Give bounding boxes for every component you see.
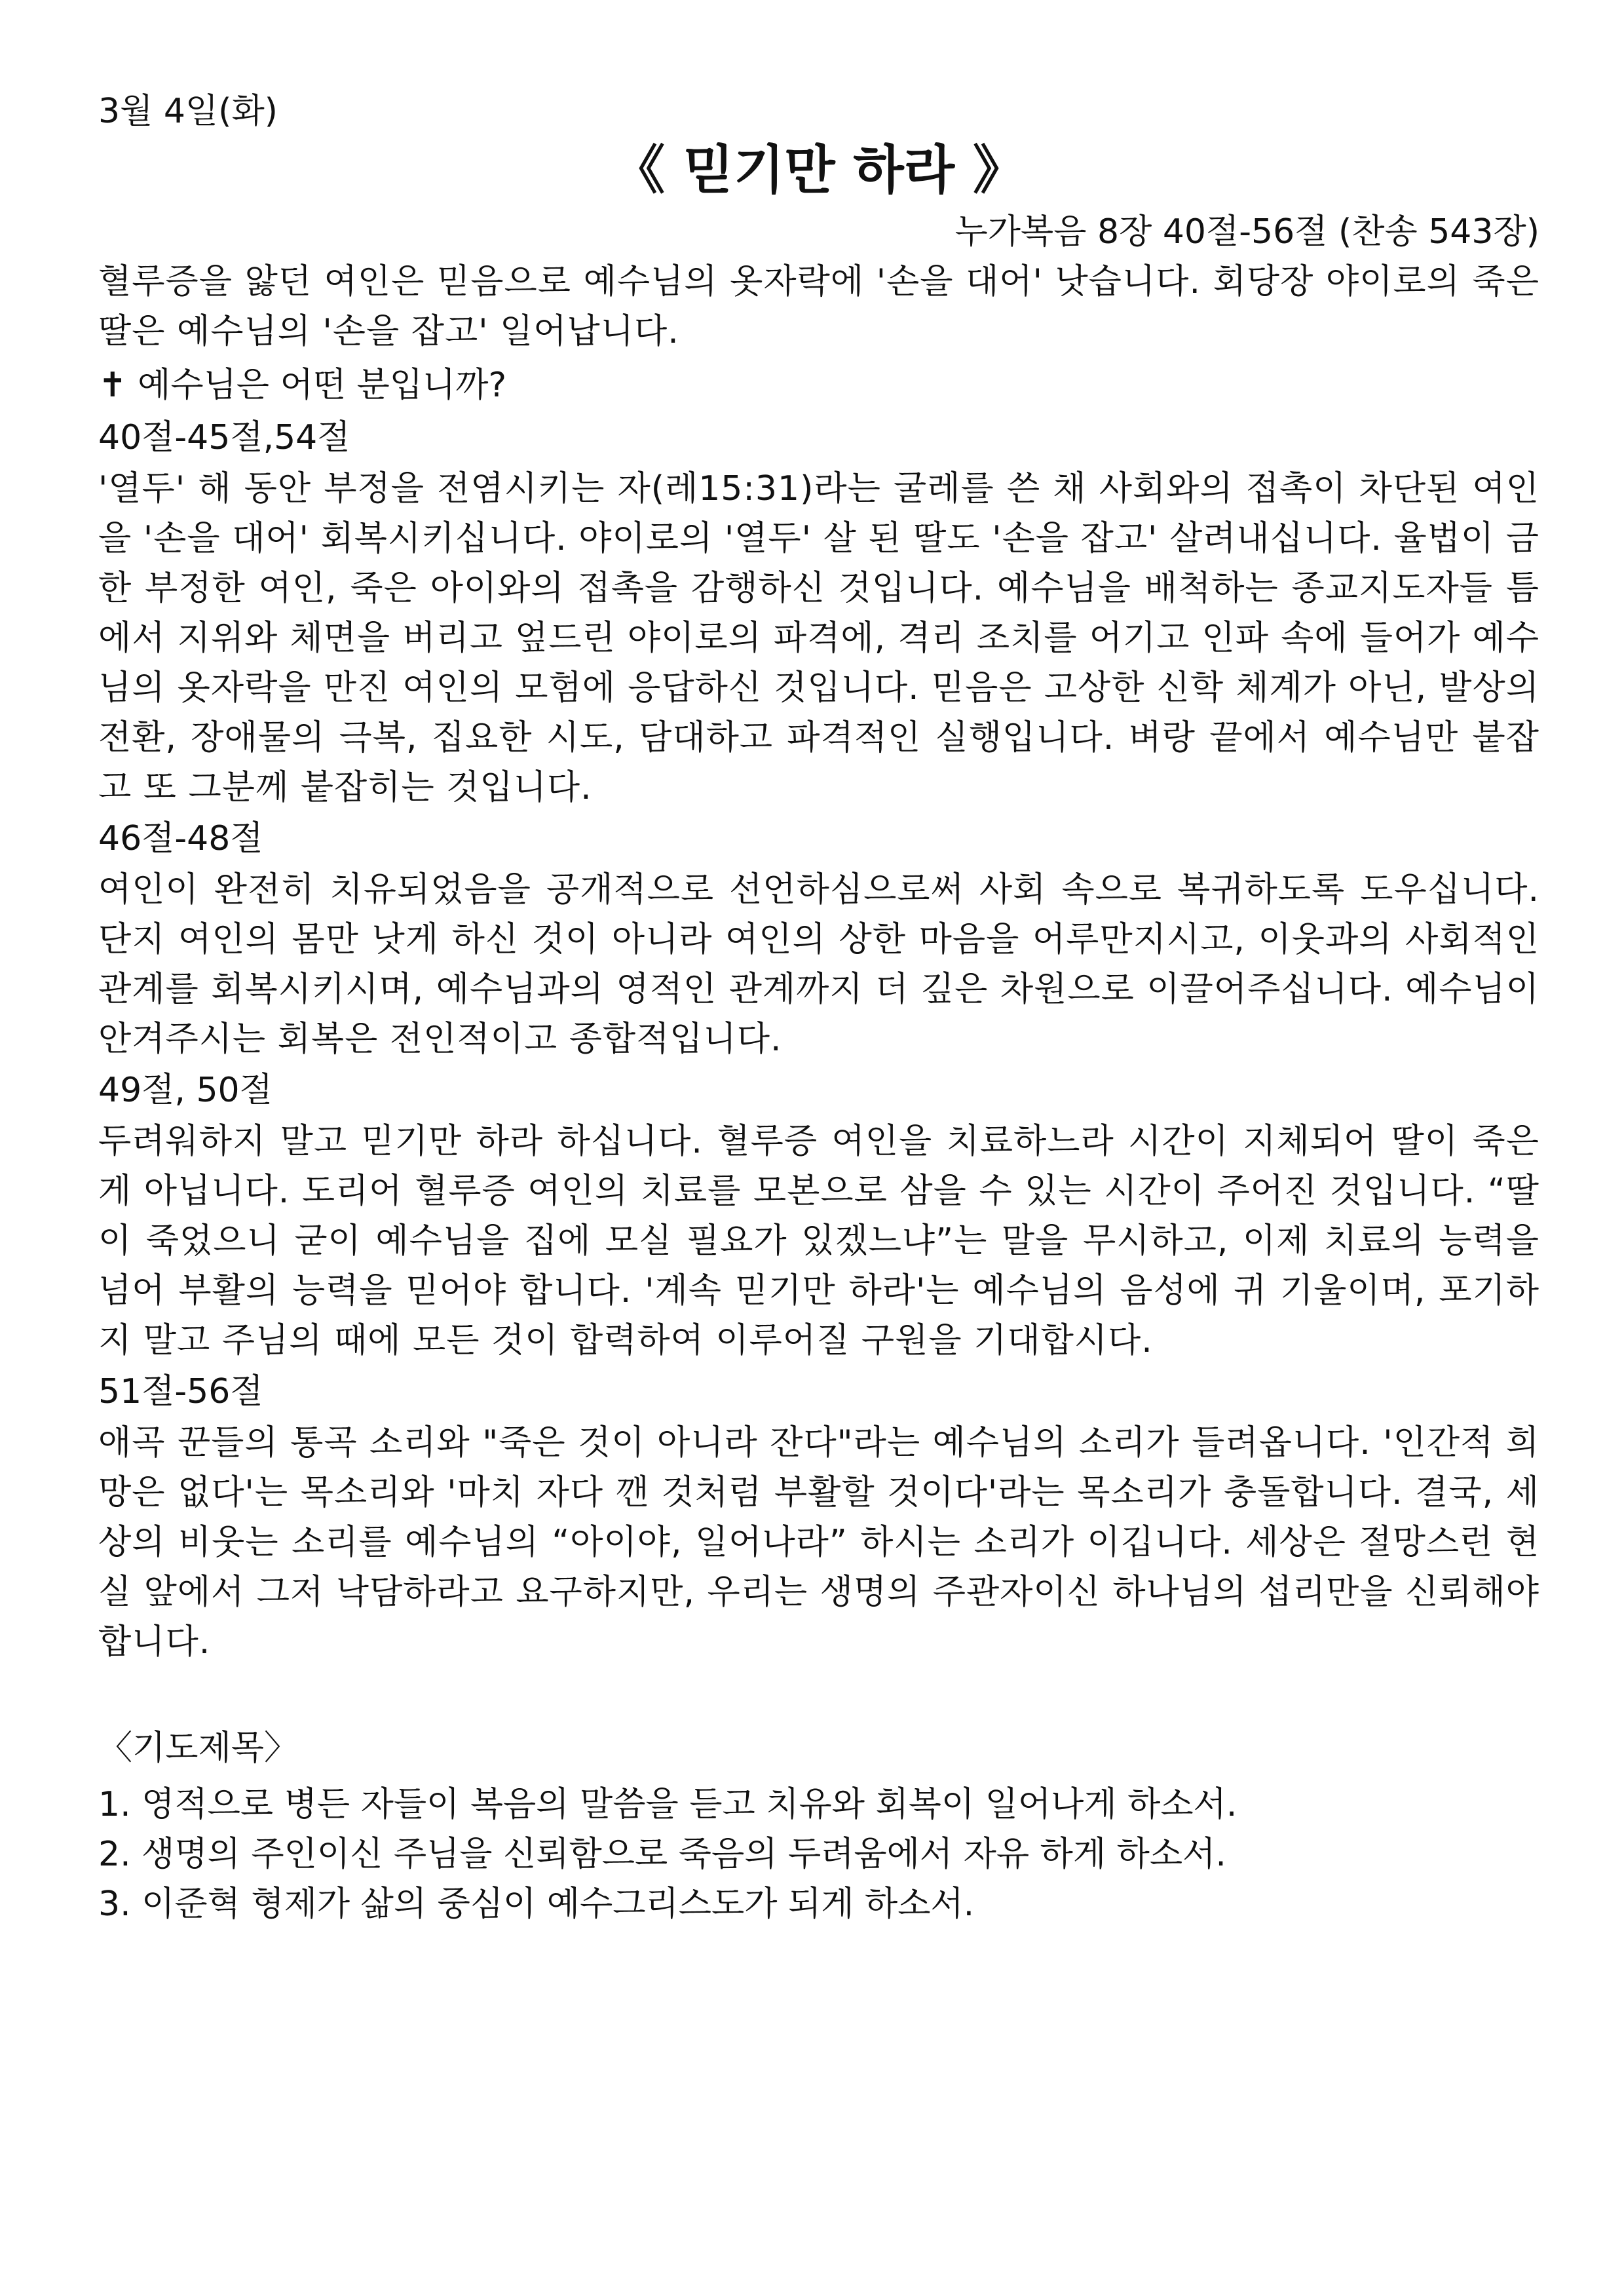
section-3: [98, 1064, 1539, 1366]
cross-icon: ✝: [98, 366, 127, 405]
section-verse: 46절-48절: [98, 819, 263, 858]
page-title: 《 믿기만 하라 》: [613, 140, 1025, 201]
prayer-heading: 〈기도제목〉: [98, 1729, 298, 1768]
prayer-item: 3. 이준혁 형제가 삶의 중심이 예수그리스도가 되게 하소서.: [98, 1885, 975, 1924]
question-text: 예수님은 어떤 분입니까?: [138, 366, 507, 405]
section-2: [98, 813, 1539, 1064]
section-text: 두려워하지 말고 믿기만 하라 하십니다. 혈루증 여인을 치료하느라 시간이 지체되어 딸이 죽은 게 아닙니다. 도리어 혈루증 여인의 치료를 모본으로 삼을 수 있는 시간이 주어진 것입니다. “딸이 죽었으니 굳이 예수님을 집에 모실 필요가 있겠느냐”는 말을 무시하고, 이제 치료의 능력을 넘어 부활의 능력을 믿어야 합니다. '계속 믿기만 하라'는 예수님의 음성에 귀 기울이며, 포기하지 말고 주님의 때에 모든 것이 합력하여 이루어질 구원을 기대합시다.: [98, 1122, 1539, 1360]
section-verse: 40절-45절,54절: [98, 418, 350, 457]
devotional-page: [98, 85, 1539, 1929]
section-text: 여인이 완전히 치유되었음을 공개적으로 선언하심으로써 사회 속으로 복귀하도록 도우십니다. 단지 여인의 몸만 낫게 하신 것이 아니라 여인의 상한 마음을 어루만지시고, 이웃과의 사회적인 관계를 회복시키시며, 예수님과의 영적인 관계까지 더 깊은 차원으로 이끌어주십니다. 예수님이 안겨주시는 회복은 전인적이고 종합적입니다.: [98, 870, 1539, 1059]
prayer-item: 1. 영적으로 병든 자들이 복음의 말씀을 듣고 치유와 회복이 일어나게 하소서.: [98, 1785, 1237, 1824]
prayer-item: 2. 생명의 주인이신 주님을 신뢰함으로 죽음의 두려움에서 자유 하게 하소서.: [98, 1835, 1226, 1874]
question-heading: [98, 359, 1539, 411]
date-label: 3월 4일(화): [98, 92, 278, 131]
section-verse: 51절-56절: [98, 1372, 263, 1411]
intro-paragraph: 혈루증을 앓던 여인은 믿음으로 예수님의 옷자락에 '손을 대어' 낫습니다. 회당장 야이로의 죽은 딸은 예수님의 '손을 잡고' 일어납니다.: [98, 262, 1539, 351]
section-verse: 49절, 50절: [98, 1071, 273, 1110]
scripture-reference: 누가복음 8장 40절-56절 (찬송 543장): [954, 212, 1539, 252]
section-4: [98, 1366, 1539, 1667]
section-text: 애곡 꾼들의 통곡 소리와 "죽은 것이 아니라 잔다"라는 예수님의 소리가 들려옵니다. '인간적 희망은 없다'는 목소리와 '마치 자다 깬 것처럼 부활할 것이다'라는 목소리가 충돌합니다. 결국, 세상의 비웃는 소리를 예수님의 “아이야, 일어나라” 하시는 소리가 이깁니다. 세상은 절망스런 현실 앞에서 그저 낙담하라고 요구하지만, 우리는 생명의 주관자이신 하나님의 섭리만을 신뢰해야 합니다.: [98, 1423, 1539, 1662]
section-text: '열두' 해 동안 부정을 전염시키는 자(레15:31)라는 굴레를 쓴 채 사회와의 접촉이 차단된 여인을 '손을 대어' 회복시키십니다. 야이로의 '열두' 살 된 딸도 '손을 잡고' 살려내십니다. 율법이 금한 부정한 여인, 죽은 아이와의 접촉을 감행하신 것입니다. 예수님을 배척하는 종교지도자들 틈에서 지위와 체면을 버리고 엎드린 야이로의 파격에, 격리 조치를 어기고 인파 속에 들어가 예수님의 옷자락을 만진 여인의 모험에 응답하신 것입니다. 믿음은 고상한 신학 체계가 아닌, 발상의 전환, 장애물의 극복, 집요한 시도, 담대하고 파격적인 실행입니다. 벼랑 끝에서 예수님만 붙잡고 또 그분께 붙잡히는 것입니다.: [98, 469, 1539, 807]
section-1: [98, 411, 1539, 813]
